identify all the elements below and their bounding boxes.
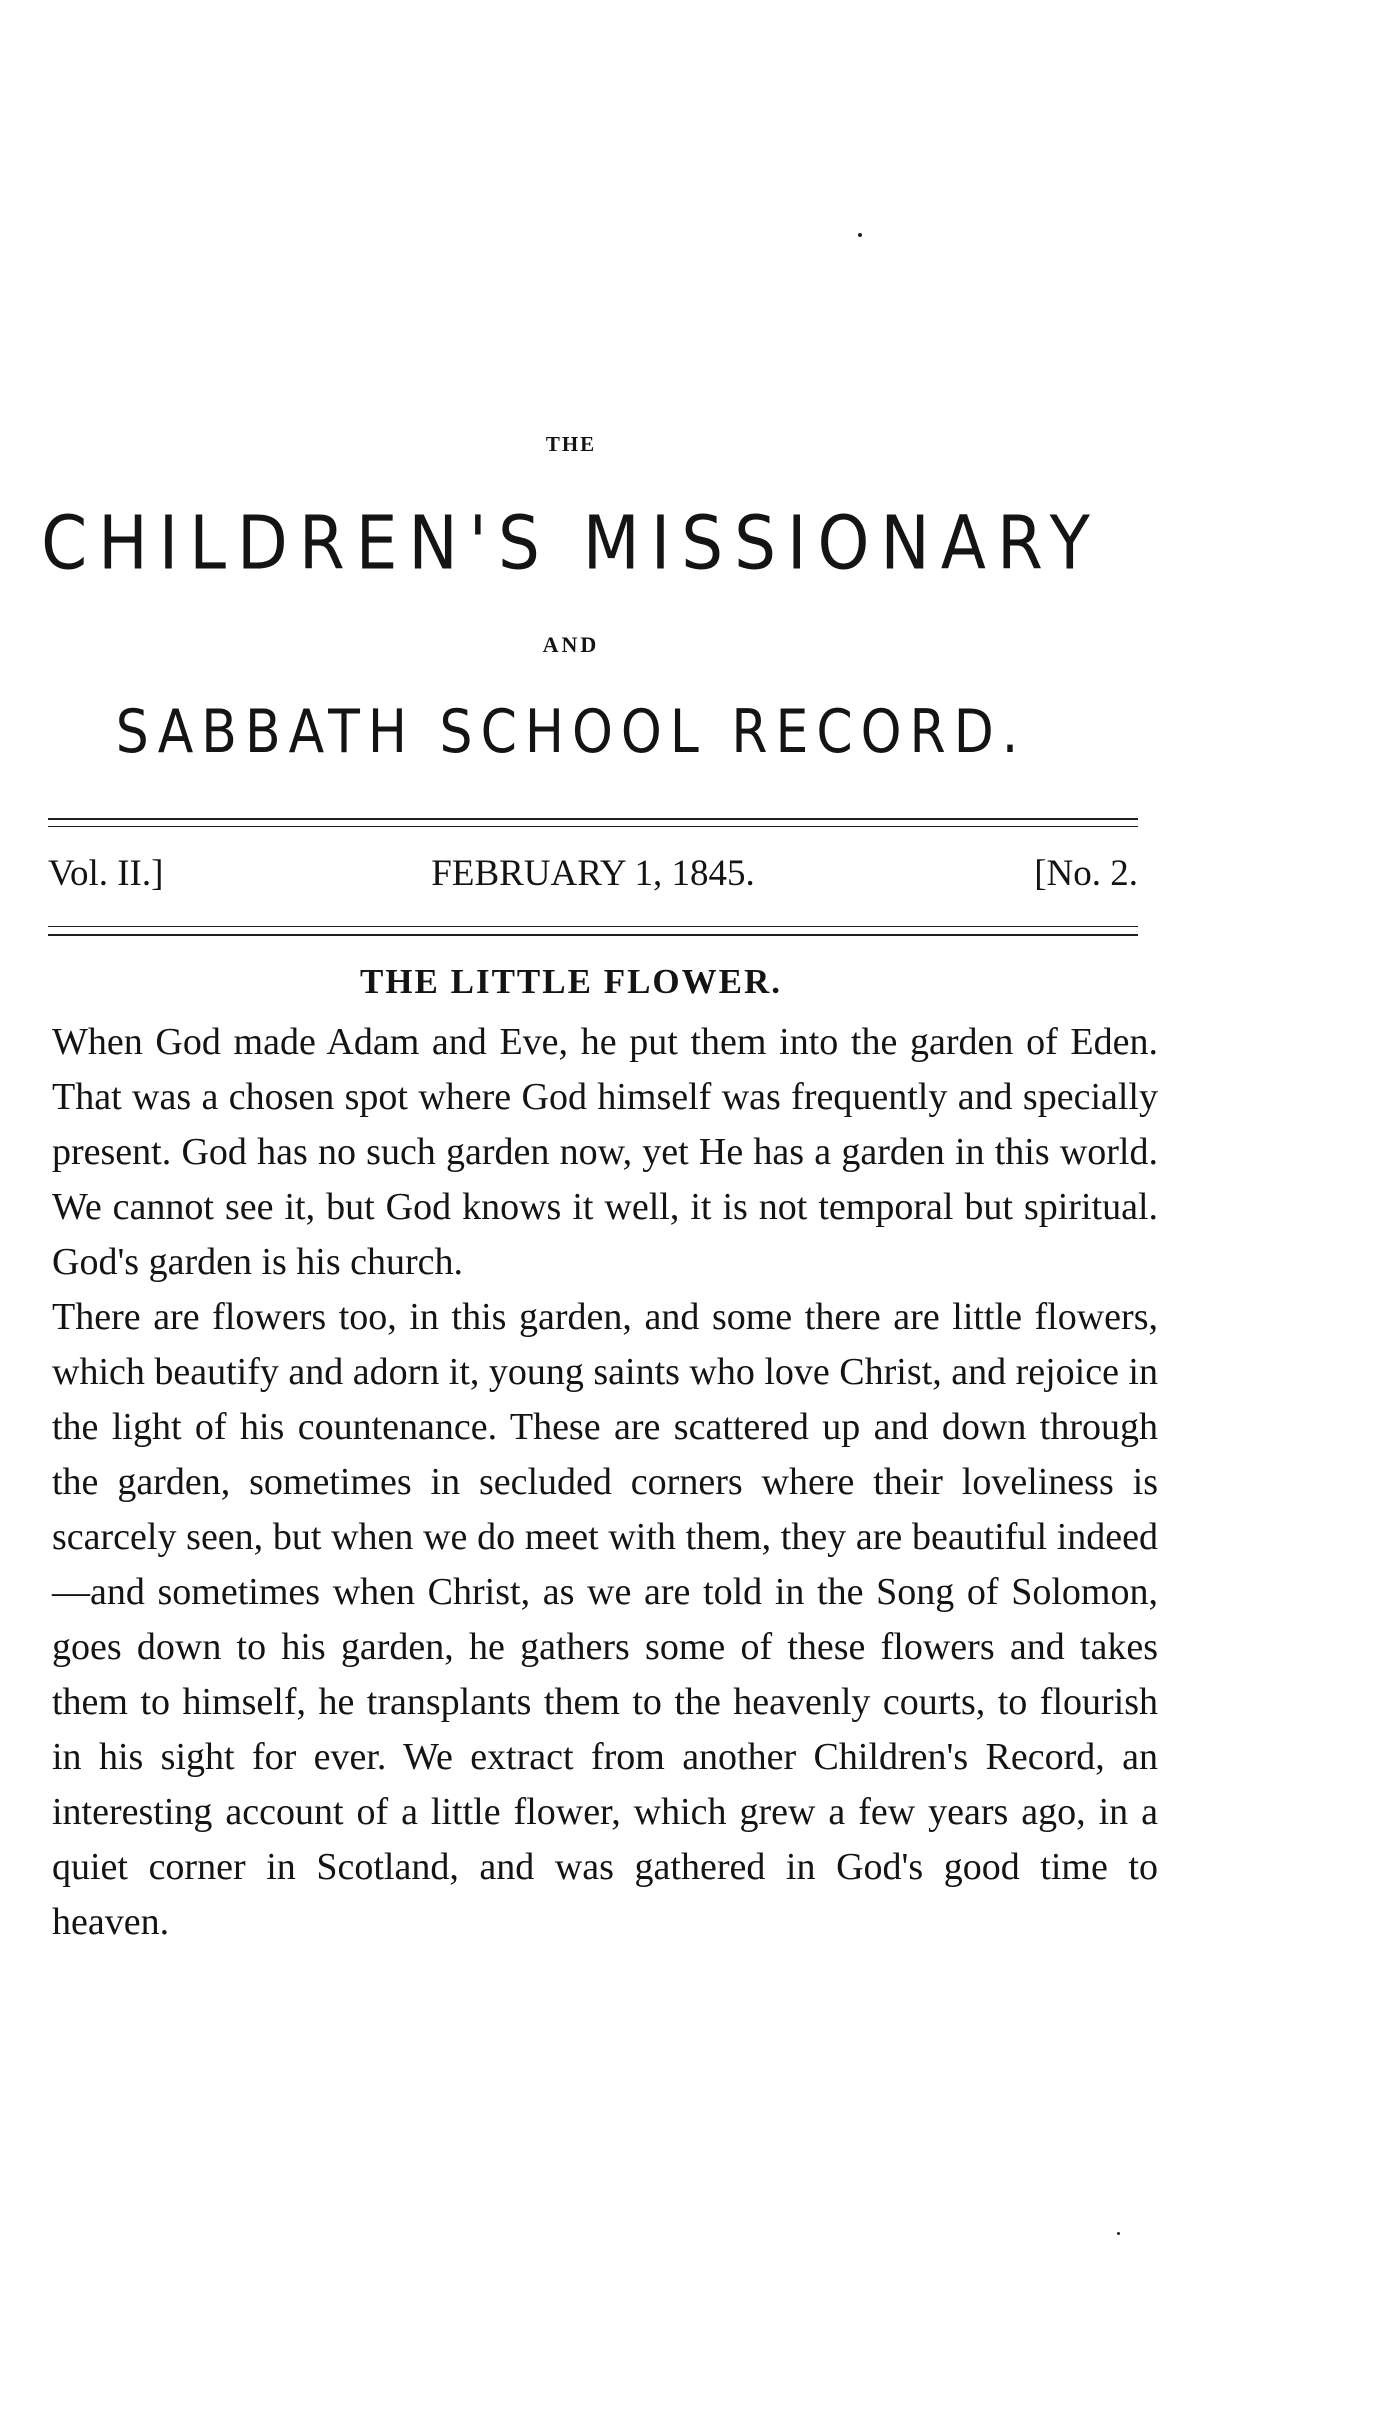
header-and: AND	[542, 632, 600, 657]
volume-label: Vol. II.]	[48, 853, 164, 894]
issue-number: [No. 2.	[1034, 853, 1138, 894]
masthead-bottom-rule	[48, 934, 1138, 936]
masthead-bottom-rule-inner	[48, 926, 1138, 927]
issue-date: FEBRUARY 1, 1845.	[431, 853, 755, 894]
article-body	[52, 1015, 1158, 1950]
article-title: THE LITTLE FLOWER.	[359, 962, 783, 1001]
publication-title: CHILDREN'S MISSIONARY	[41, 500, 1101, 587]
ink-speck	[1117, 2232, 1120, 2235]
article-paragraph: There are flowers too, in this garden, and some there are little flowers, which beautify and adorn it, young saints who love Christ, and rejoice in the light of his countenance. These are scattered up and down through the garden, sometimes in secluded corners where their loveliness is scarcely seen, but when we do meet with them, they are beautiful indeed—and sometimes when Christ, as we are told in the Song of Solomon, goes down to his garden, he gathers some of these flowers and takes them to himself, he transplants them to the heavenly courts, to flourish in his sight for ever. We extract from another Children's Record, an interesting account of a little flower, which grew a few years ago, in a quiet corner in Scotland, and was gathered in God's good time to heaven.	[52, 1296, 1158, 1943]
ink-speck	[858, 233, 862, 237]
header-the: THE	[545, 432, 597, 456]
publication-subtitle: SABBATH SCHOOL RECORD.	[115, 698, 1027, 767]
masthead-top-rule-inner	[48, 826, 1138, 827]
masthead-row	[48, 852, 1138, 908]
article-paragraph: When God made Adam and Eve, he put them into the garden of Eden. That was a chosen spot where God himself was frequently and specially present. God has no such garden now, yet He has a garden in this world. We cannot see it, but God knows it well, it is not temporal but spiritual. God's garden is his church.	[52, 1021, 1158, 1283]
masthead-top-rule	[48, 818, 1138, 820]
